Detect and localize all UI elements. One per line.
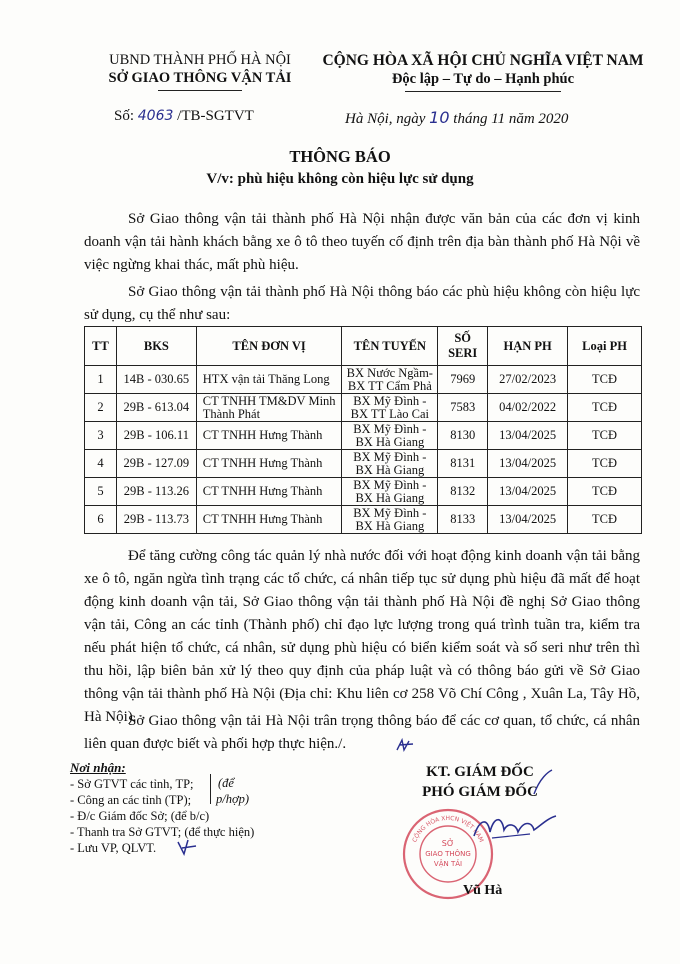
table-row <box>85 422 642 450</box>
document-subject: V/v: phù hiệu không còn hiệu lực sử dụng <box>206 171 474 187</box>
table-row <box>85 450 642 478</box>
cell-expiry: 27/02/2023 <box>488 366 568 394</box>
col-header-expiry: HẠN PH <box>488 327 568 366</box>
cell-seri: 8133 <box>438 506 488 534</box>
stamp-outer-text: CỘNG HÒA XHCN VIỆT NAM <box>411 814 485 844</box>
signature-line-2: PHÓ GIÁM ĐỐC <box>422 784 538 800</box>
cell-type: TCĐ <box>568 422 642 450</box>
date-prefix: Hà Nội, ngày <box>345 111 426 127</box>
stamp-text-3: VẬN TẢI <box>433 860 463 868</box>
recipients-bracket <box>210 774 211 804</box>
handwritten-signature <box>470 808 560 848</box>
cell-type: TCĐ <box>568 506 642 534</box>
recipient-item: - Sở GTVT các tỉnh, TP; <box>70 777 194 791</box>
cell-type: TCĐ <box>568 478 642 506</box>
cell-seri: 8132 <box>438 478 488 506</box>
col-header-type: Loại PH <box>568 327 642 366</box>
document-number <box>114 108 254 125</box>
cell-route: BX Mỹ Đình - BX Hà Giang <box>342 422 438 450</box>
cell-unit: CT TNHH Hưng Thành <box>196 422 342 450</box>
col-header-seri: SỐ SERI <box>438 327 488 366</box>
date-day-handwritten: 10 <box>429 108 450 127</box>
archive-initials-mark <box>174 836 200 860</box>
national-title: CỘNG HÒA XÃ HỘI CHỦ NGHĨA VIỆT NAM <box>322 52 644 69</box>
signature-flourish <box>530 768 556 798</box>
request-paragraph: Để tăng cường công tác quản lý nhà nước đối với hoạt động kinh doanh vận tải bằng xe ô tô, ngăn ngừa tình trạng các tổ chức, cá nhân tiếp tục sử dụng phù hiệu đã mất để hoạt động kinh doanh vận tải, Sở Giao thông vận tải thành phố Hà Nội đề nghị Sở Giao thông vận tải, Công an các tỉnh (Thành phố) chỉ đạo lực lượng trong quá trình tuần tra, kiểm tra nếu phát hiện tổ chức, cá nhân, sử dụng phù hiệu có biển kiểm soát và số seri như trên thì thu hồi, lập biên bản xử lý theo quy định của pháp luật và có thông báo gửi về Sở Giao thông vận tải thành phố Hà Nội (Địa chỉ: Khu liên cơ 258 Võ Chí Công , Xuân La, Tây Hồ, Hà Nội). <box>84 548 640 725</box>
badge-table <box>84 326 642 534</box>
cell-route: BX Mỹ Đình - BX Hà Giang <box>342 478 438 506</box>
number-handwritten: 4063 <box>137 108 174 124</box>
recipient-item: - Đ/c Giám đốc Sở; (để b/c) <box>70 809 210 823</box>
cell-seri: 8131 <box>438 450 488 478</box>
closing-paragraph: Sở Giao thông vận tải Hà Nội trân trọng thông báo để các cơ quan, tổ chức, cá nhân liên quan được biết và phối hợp thực hiện./. <box>84 713 640 752</box>
recipients-note-1: (để <box>218 776 234 790</box>
stamp-text-1: SỞ <box>441 839 455 848</box>
recipient-item: - Lưu VP, QLVT. <box>70 841 157 855</box>
date-suffix: tháng 11 năm 2020 <box>453 111 569 127</box>
cell-tt: 5 <box>85 478 117 506</box>
cell-tt: 2 <box>85 394 117 422</box>
cell-expiry: 13/04/2025 <box>488 506 568 534</box>
cell-type: TCĐ <box>568 394 642 422</box>
cell-bks: 29B - 106.11 <box>116 422 196 450</box>
cell-type: TCĐ <box>568 450 642 478</box>
issuing-authority: UBND THÀNH PHỐ HÀ NỘI <box>109 52 291 68</box>
document-date <box>345 108 568 128</box>
number-suffix: /TB-SGTVT <box>177 108 254 124</box>
cell-unit: CT TNHH Hưng Thành <box>196 450 342 478</box>
recipient-item: - Công an các tỉnh (TP); <box>70 793 192 807</box>
signer-name: Vũ Hà <box>463 883 503 898</box>
cell-route: BX Mỹ Đình - BX TT Lào Cai <box>342 394 438 422</box>
issuing-department: SỞ GIAO THÔNG VẬN TẢI <box>108 70 292 86</box>
cell-tt: 6 <box>85 506 117 534</box>
cell-expiry: 13/04/2025 <box>488 450 568 478</box>
table-row <box>85 506 642 534</box>
cell-seri: 7583 <box>438 394 488 422</box>
cell-route: BX Mỹ Đình - BX Hà Giang <box>342 450 438 478</box>
recipients-title: Nơi nhận: <box>70 760 126 775</box>
col-header-unit: TÊN ĐƠN VỊ <box>196 327 342 366</box>
national-motto: Độc lập – Tự do – Hạnh phúc <box>391 71 575 87</box>
recipients-note-2: p/hợp) <box>216 792 250 806</box>
cell-seri: 7969 <box>438 366 488 394</box>
initials-mark <box>394 736 418 756</box>
col-header-tt: TT <box>85 327 117 366</box>
table-row <box>85 366 642 394</box>
cell-tt: 4 <box>85 450 117 478</box>
table-row <box>85 394 642 422</box>
announce-paragraph: Sở Giao thông vận tải thành phố Hà Nội thông báo các phù hiệu không còn hiệu lực sử dụng, cụ thể như sau: <box>84 284 640 323</box>
cell-bks: 29B - 113.73 <box>116 506 196 534</box>
cell-route: BX Nước Ngầm- BX TT Cẩm Phả <box>342 366 438 394</box>
number-prefix: Số: <box>114 108 135 124</box>
cell-seri: 8130 <box>438 422 488 450</box>
cell-tt: 3 <box>85 422 117 450</box>
recipient-item: - Thanh tra Sở GTVT; (để thực hiện) <box>70 825 255 839</box>
recipients-block <box>70 760 254 856</box>
cell-type: TCĐ <box>568 366 642 394</box>
cell-expiry: 13/04/2025 <box>488 422 568 450</box>
cell-bks: 29B - 127.09 <box>116 450 196 478</box>
cell-bks: 14B - 030.65 <box>116 366 196 394</box>
cell-bks: 29B - 613.04 <box>116 394 196 422</box>
cell-unit: CT TNHH TM&DV Minh Thành Phát <box>196 394 342 422</box>
col-header-bks: BKS <box>116 327 196 366</box>
signature-line-1: KT. GIÁM ĐỐC <box>426 764 534 780</box>
document-title: THÔNG BÁO <box>289 147 391 166</box>
cell-unit: CT TNHH Hưng Thành <box>196 478 342 506</box>
table-row <box>85 478 642 506</box>
cell-unit: HTX vận tải Thăng Long <box>196 366 342 394</box>
motto-underline <box>405 91 561 92</box>
cell-bks: 29B - 113.26 <box>116 478 196 506</box>
cell-tt: 1 <box>85 366 117 394</box>
table-header-row <box>85 327 642 366</box>
department-underline <box>158 90 242 91</box>
cell-expiry: 04/02/2022 <box>488 394 568 422</box>
intro-paragraph: Sở Giao thông vận tải thành phố Hà Nội nhận được văn bản của các đơn vị kinh doanh vận tải hành khách bằng xe ô tô theo tuyến cố định trên địa bàn thành phố Hà Nội về việc ngừng khai thác, mất phù hiệu. <box>84 211 640 273</box>
stamp-text-2: GIAO THÔNG <box>425 850 471 858</box>
col-header-route: TÊN TUYẾN <box>342 327 438 366</box>
cell-route: BX Mỹ Đình - BX Hà Giang <box>342 506 438 534</box>
cell-unit: CT TNHH Hưng Thành <box>196 506 342 534</box>
cell-expiry: 13/04/2025 <box>488 478 568 506</box>
